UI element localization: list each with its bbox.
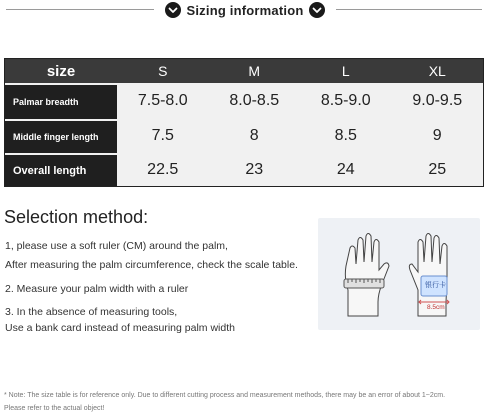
table-cell: 7.5 xyxy=(151,127,174,144)
table-row xyxy=(5,153,483,186)
table-header-row xyxy=(5,59,483,83)
header-title-group xyxy=(164,1,326,19)
table-cell: 8.5-9.0 xyxy=(320,92,371,109)
table-cell: 23 xyxy=(245,160,264,178)
instruction-line: 2. Measure your palm width with a ruler xyxy=(5,283,189,295)
header-rule-right xyxy=(336,9,482,10)
table-cell: 8.0-8.5 xyxy=(229,92,280,109)
table-row xyxy=(5,83,483,119)
table-row xyxy=(5,119,483,153)
size-header-cell: M xyxy=(248,63,261,79)
hand-with-tape-icon xyxy=(344,234,389,317)
instruction-line: Use a bank card instead of measuring palm width xyxy=(5,322,235,334)
size-header-cell: S xyxy=(158,63,168,79)
size-header-cell: XL xyxy=(428,63,446,79)
row-label: Overall length xyxy=(5,153,117,186)
section-header xyxy=(0,0,488,22)
instruction-line: After measuring the palm circumference, check the scale table. xyxy=(5,259,298,271)
instruction-line: 3. In the absence of measuring tools, xyxy=(5,306,178,318)
hands-illustration xyxy=(318,218,480,330)
table-cell: 8 xyxy=(249,127,259,144)
chevron-circle-down-icon xyxy=(165,2,181,18)
footer-note: * Note: The size table is for reference only. Due to different cutting process and measurement methods, there may be an error of about 1~2cm. xyxy=(4,392,446,399)
table-cell: 8.5 xyxy=(334,127,357,144)
table-cell: 9.0-9.5 xyxy=(412,92,463,109)
row-label: Palmar breadth xyxy=(5,83,117,119)
card-label: 银行卡 xyxy=(425,282,446,289)
table-cell: 22.5 xyxy=(147,160,179,178)
table-header-label: size xyxy=(46,62,76,80)
card-measure-label: 8.5cm xyxy=(427,304,445,311)
row-label: Middle finger length xyxy=(5,119,117,153)
table-cell: 25 xyxy=(428,160,447,178)
header-rule-left xyxy=(6,9,154,10)
size-header-cell: L xyxy=(341,63,350,79)
table-cell: 9 xyxy=(432,127,442,144)
table-cell: 7.5-8.0 xyxy=(137,92,188,109)
chevron-circle-down-icon xyxy=(309,2,325,18)
measurement-illustration xyxy=(318,218,480,330)
size-table xyxy=(4,58,484,187)
table-cell: 24 xyxy=(336,160,355,178)
instruction-line: 1, please use a soft ruler (CM) around the palm, xyxy=(5,240,228,252)
selection-title: Selection method: xyxy=(4,207,149,227)
header-title: Sizing information xyxy=(186,2,304,18)
footer-note-2: Please refer to the actual object! xyxy=(4,405,105,412)
